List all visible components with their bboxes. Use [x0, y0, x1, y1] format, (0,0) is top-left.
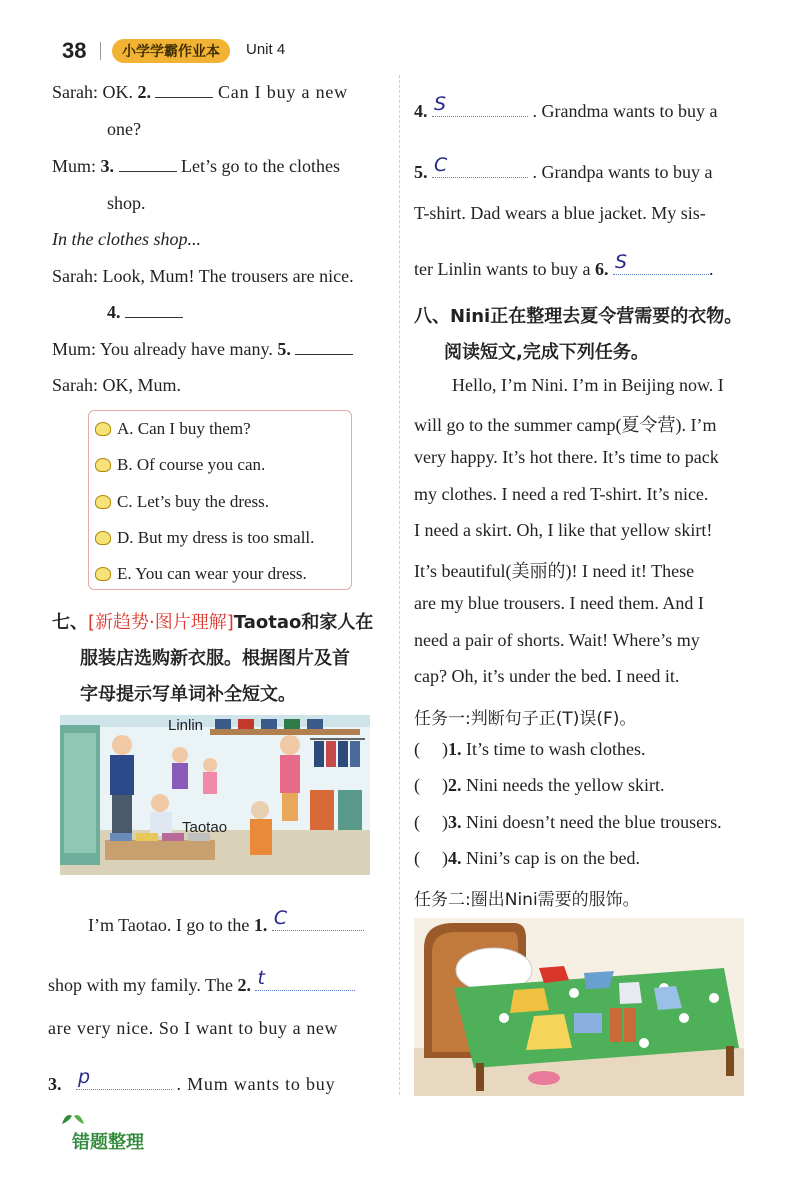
statement-3: ( )3. Nini doesn’t need the blue trousers. — [414, 812, 722, 832]
statement-2: ( )2. Nini needs the yellow skirt. — [414, 775, 665, 795]
passage8-line: It’s beautiful(美丽的)! I need it! These — [414, 561, 695, 581]
clothes-shop-illustration — [60, 715, 370, 875]
passage8-line: very happy. It’s hot there. It’s time to pack — [414, 447, 719, 467]
answer-1[interactable]: C — [272, 908, 364, 931]
dialogue-line-2: Mum: 3. Let’s go to the clothes — [52, 156, 340, 176]
unit-label: Unit 4 — [246, 41, 286, 58]
passage7-line-4: 3. p . Mum wants to buy — [48, 1066, 336, 1094]
footer-label: 错题整理 — [72, 1132, 144, 1153]
dialogue-line-1-cont: one? — [107, 119, 141, 139]
dialogue-line-3-blank: 4. — [107, 302, 183, 323]
passage7-line-1: I’m Taotao. I go to the 1. C — [88, 908, 364, 936]
option-c: C. Let’s buy the dress. — [95, 492, 269, 512]
dialogue-line-5: Sarah: OK, Mum. — [52, 375, 181, 395]
passage7-line-r2: 5. C . Grandpa wants to buy a — [414, 154, 713, 182]
dialogue-line-1: Sarah: OK. 2. Can I buy a new — [52, 82, 348, 102]
option-b: B. Of course you can. — [95, 455, 265, 475]
passage8-line: are my blue trousers. I need them. And I — [414, 593, 704, 613]
statement-4: ( )4. Nini’s cap is on the bed. — [414, 848, 640, 868]
passage8-line: cap? Oh, it’s under the bed. I need it. — [414, 666, 680, 686]
passage7-line-r4: ter Linlin wants to buy a 6. S . — [414, 251, 714, 279]
option-e: E. You can wear your dress. — [95, 564, 307, 584]
section-8-heading-l2: 阅读短文,完成下列任务。 — [444, 342, 649, 363]
header-divider — [100, 42, 101, 60]
answer-2[interactable]: t — [255, 968, 355, 991]
section-8-heading: 八、Nini正在整理去夏令营需要的衣物。 — [414, 306, 743, 327]
bullet-icon — [95, 422, 111, 436]
blank-5[interactable] — [295, 354, 353, 355]
passage8-line: need a pair of shorts. Wait! Where’s my — [414, 630, 700, 650]
option-a: A. Can I buy them? — [95, 419, 251, 439]
page-number: 38 — [62, 38, 87, 63]
bullet-icon — [95, 458, 111, 472]
dialogue-line-4: Mum: You already have many. 5. — [52, 339, 353, 360]
dialogue-line-3: Sarah: Look, Mum! The trousers are nice. — [52, 266, 354, 286]
scene-direction: In the clothes shop... — [52, 229, 201, 249]
passage8-line: Hello, I’m Nini. I’m in Beijing now. I — [452, 375, 724, 395]
answer-6[interactable]: S — [613, 252, 709, 275]
passage7-line-r3: T-shirt. Dad wears a blue jacket. My sis- — [414, 203, 706, 223]
passage8-line: will go to the summer camp(夏令营). I’m — [414, 415, 717, 435]
option-d: D. But my dress is too small. — [95, 528, 314, 548]
task-2-heading: 任务二:圈出Nini需要的服饰。 — [414, 890, 640, 910]
answer-5[interactable]: C — [432, 155, 528, 178]
blank-4[interactable] — [125, 317, 183, 318]
blank-2[interactable] — [155, 97, 213, 98]
answer-3[interactable]: p — [76, 1067, 172, 1090]
bullet-icon — [95, 531, 111, 545]
dialogue-line-2-cont: shop. — [107, 193, 146, 213]
blank-3[interactable] — [119, 171, 177, 172]
statement-1: ( )1. It’s time to wash clothes. — [414, 739, 646, 759]
passage8-line: I need a skirt. Oh, I like that yellow skirt! — [414, 520, 713, 540]
section-7-heading-l3: 字母提示写单词补全短文。 — [80, 684, 296, 705]
column-divider — [399, 75, 400, 1095]
bullet-icon — [95, 495, 111, 509]
book-title-badge: 小学学霸作业本 — [112, 39, 230, 63]
passage7-line-3: are very nice. So I want to buy a new — [48, 1018, 339, 1038]
bed-clothes-illustration[interactable] — [414, 918, 744, 1096]
task-1-heading: 任务一:判断句子正(T)误(F)。 — [414, 709, 637, 729]
answer-4[interactable]: S — [432, 94, 528, 117]
passage7-line-2: shop with my family. The 2. t — [48, 968, 355, 996]
section-7-heading: 七、[新趋势·图片理解]Taotao和家人在 — [52, 612, 374, 633]
bullet-icon — [95, 567, 111, 581]
section-7-heading-l2: 服装店选购新衣服。根据图片及首 — [80, 648, 350, 669]
label-taotao: Taotao — [182, 819, 228, 836]
passage7-line-r1: 4. S . Grandma wants to buy a — [414, 93, 718, 121]
passage8-line: my clothes. I need a red T-shirt. It’s nice. — [414, 484, 709, 504]
label-linlin: Linlin — [168, 717, 204, 734]
options-box — [88, 410, 352, 590]
